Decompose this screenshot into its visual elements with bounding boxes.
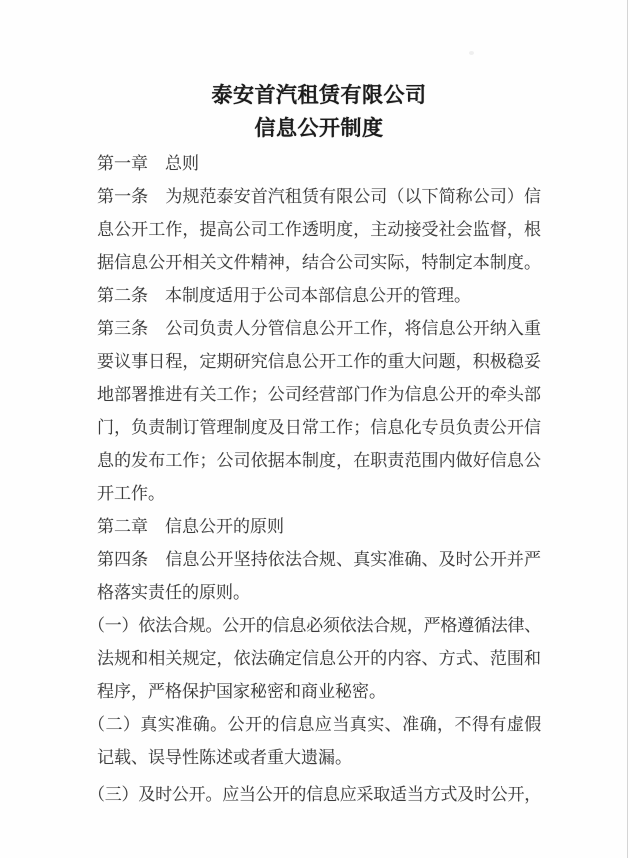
chapter-1-heading: 第一章 总则 <box>97 154 199 173</box>
list-item-line: （二）真实准确。公开的信息应当真实、准确，不得有虚假 <box>88 715 541 734</box>
text-line: 第二条 本制度适用于公司本部信息公开的管理。 <box>97 286 471 305</box>
text-line: 记载、误导性陈述或者重大遗漏。 <box>97 748 352 767</box>
company-name-title: 泰安首汽租赁有限公司 <box>211 83 427 107</box>
text-line: 息的发布工作；公司依据本制度，在职责范围内做好信息公 <box>97 451 541 470</box>
text-line: 第三条 公司负责人分管信息公开工作，将信息公开纳入重 <box>97 319 541 338</box>
scan-edge-line <box>627 0 628 858</box>
text-line: 地部署推进有关工作；公司经营部门作为信息公开的牵头部 <box>97 385 541 404</box>
text-line: 门，负责制订管理制度及日常工作；信息化专员负责公开信 <box>97 418 541 437</box>
text-line: 息公开工作，提高公司工作透明度，主动接受社会监督，根 <box>97 220 541 239</box>
text-line: 要议事日程，定期研究信息公开工作的重大问题，积极稳妥 <box>97 352 541 371</box>
text-line: 格落实责任的原则。 <box>97 583 250 602</box>
text-line: 程序，严格保护国家秘密和商业秘密。 <box>97 682 386 701</box>
document-title-block <box>97 79 541 145</box>
document-body <box>88 147 541 811</box>
scan-artifact <box>469 51 474 55</box>
text-line: 第一条 为规范泰安首汽租赁有限公司（以下简称公司）信 <box>97 187 541 206</box>
text-line: 第四条 信息公开坚持依法合规、真实准确、及时公开并严 <box>97 550 541 569</box>
list-item-line: （三）及时公开。应当公开的信息应采取适当方式及时公开， <box>88 785 541 804</box>
text-line: 法规和相关规定，依法确定信息公开的内容、方式、范围和 <box>97 649 541 668</box>
document-title: 信息公开制度 <box>254 116 384 140</box>
chapter-2-heading: 第二章 信息公开的原则 <box>97 517 284 536</box>
text-line: 据信息公开相关文件精神，结合公司实际，特制定本制度。 <box>97 253 541 272</box>
list-item-line: （一）依法合规。公开的信息必须依法合规，严格遵循法律、 <box>88 616 541 635</box>
text-line: 开工作。 <box>97 484 165 503</box>
